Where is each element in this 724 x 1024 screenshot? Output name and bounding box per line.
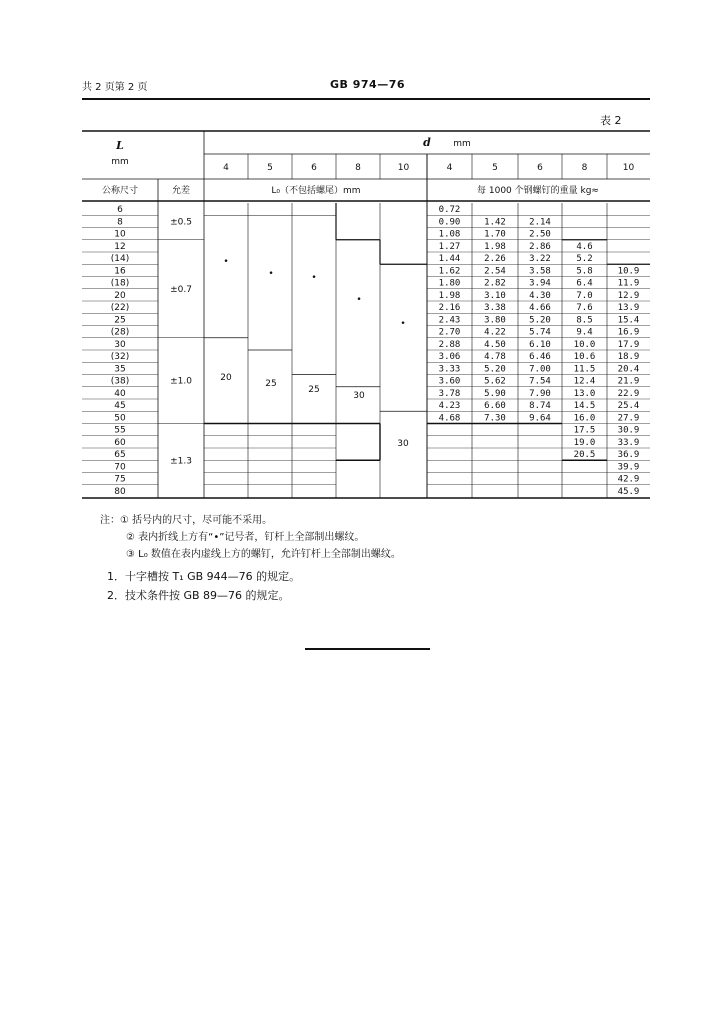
weight-20-3: 20.5 [573,450,596,460]
weight-21-4: 39.9 [617,462,640,473]
tolerance-3: ±1.3 [170,456,192,467]
weight-13-2: 7.00 [529,364,551,375]
weight-diameter-4: 4 [446,163,453,173]
notes-label: 注： [100,515,120,526]
weight-13-4: 20.4 [617,364,640,375]
weight-14-1: 5.62 [484,376,506,387]
weight-13-0: 3.33 [438,364,461,375]
weight-header: 每 1000 个钢螺钉的重量 kg≈ [477,186,599,196]
weight-12-4: 18.9 [617,352,640,362]
d-unit: mm [453,139,471,149]
weight-23-4: 45.9 [617,486,640,497]
nominal-size-22: 75 [114,474,126,485]
clause-1: 1．十字槽按 T₁ GB 944—76 的规定。 [107,570,301,583]
thread-mark-2: • [311,273,317,283]
notes [100,512,401,563]
weight-13-1: 5.20 [484,364,506,375]
weight-17-1: 7.30 [484,413,506,424]
nominal-size-19: 60 [114,437,126,448]
weight-10-1: 4.22 [484,327,506,338]
weight-11-4: 17.9 [617,339,640,350]
l0-value-0: 20 [220,373,232,383]
weight-6-4: 11.9 [617,278,640,289]
tolerance-0: ±0.5 [170,217,192,228]
l0-value-2: 25 [308,385,320,395]
weight-diameter-10: 10 [622,163,635,173]
weight-7-4: 12.9 [617,290,640,301]
weight-17-0: 4.68 [438,413,461,424]
weight-12-0: 3.06 [438,352,461,362]
weight-10-3: 9.4 [576,327,593,338]
weight-7-1: 3.10 [484,290,506,301]
l0-value-1: 25 [265,379,277,389]
weight-22-4: 42.9 [617,474,640,485]
weight-15-2: 7.90 [529,388,551,399]
weight-12-2: 6.46 [529,352,551,362]
nominal-size-14: (38) [110,376,130,387]
l0-diameter-6: 6 [311,163,317,173]
weight-11-2: 6.10 [529,339,551,350]
nominal-size-12: (32) [110,352,130,362]
weight-5-0: 1.62 [438,266,461,277]
nominal-size-20: 65 [114,450,126,460]
weight-16-3: 14.5 [573,401,596,411]
weight-diameter-5: 5 [492,163,498,173]
weight-1-2: 2.14 [529,217,551,228]
weight-5-3: 5.8 [576,266,593,277]
weight-17-3: 16.0 [573,413,596,424]
note-3: ③ L₀ 数值在表内虚线上方的螺钉，允许钉杆上全部制出螺纹。 [126,549,401,560]
weight-2-1: 1.70 [484,229,506,240]
nominal-size-21: 70 [114,462,126,473]
table-label: 表 2 [600,114,622,127]
weight-1-1: 1.42 [484,217,506,228]
end-rule [305,648,430,650]
tolerance-1: ±0.7 [170,284,192,295]
tolerance-2: ±1.0 [170,376,192,387]
weight-14-2: 7.54 [529,376,551,387]
nominal-size-13: 35 [114,364,126,375]
weight-1-0: 0.90 [438,217,461,228]
weight-19-3: 19.0 [573,437,596,448]
weight-3-0: 1.27 [438,241,461,252]
standard-code: GB 974—76 [330,78,406,91]
weight-7-0: 1.98 [438,290,461,301]
weight-8-1: 3.38 [484,303,506,313]
weight-13-3: 11.5 [573,364,596,375]
weight-8-2: 4.66 [529,303,551,313]
weight-12-1: 4.78 [484,352,506,362]
weight-14-0: 3.60 [438,376,461,387]
weight-7-3: 7.0 [576,290,593,301]
tolerance-header: 允差 [171,186,191,196]
weight-8-3: 7.6 [576,303,593,313]
nominal-size-8: (22) [110,303,130,313]
page-info: 共 2 页第 2 页 [82,82,148,93]
weight-10-2: 5.74 [529,327,551,338]
weight-2-2: 2.50 [529,229,551,240]
weight-18-3: 17.5 [573,425,596,436]
note-1: 注：① 括号内的尺寸，尽可能不采用。 [100,515,273,526]
note-2: ② 表内折线上方有“•”记号者，钉杆上全部制出螺纹。 [126,532,365,543]
weight-12-3: 10.6 [573,352,596,362]
weight-6-0: 1.80 [438,278,461,289]
nominal-size-10: (28) [110,327,130,338]
l-unit: mm [111,157,129,167]
weight-17-2: 9.64 [529,413,551,424]
weight-5-2: 3.58 [529,266,551,277]
nominal-size-23: 80 [114,486,126,497]
header-rule [82,98,650,100]
weight-4-1: 2.26 [484,254,506,264]
weight-4-3: 5.2 [576,254,593,264]
weight-5-1: 2.54 [484,266,506,277]
weight-diameter-6: 6 [537,163,543,173]
weight-7-2: 4.30 [529,290,551,301]
nominal-size-header: 公称尺寸 [101,186,139,196]
weight-10-4: 16.9 [617,327,640,338]
l0-diameter-8: 8 [355,163,361,173]
weight-6-3: 6.4 [576,278,593,289]
nominal-size-7: 20 [114,290,126,301]
nominal-size-15: 40 [114,388,126,399]
weight-4-2: 3.22 [529,254,551,264]
l0-diameter-4: 4 [223,163,229,173]
nominal-size-2: 10 [114,229,126,240]
thread-mark-4: • [400,319,406,329]
nominal-size-9: 25 [114,315,126,326]
weight-16-2: 8.74 [529,401,551,411]
weight-9-2: 5.20 [529,315,551,326]
weight-10-0: 2.70 [438,327,461,338]
weight-17-4: 27.9 [617,413,640,424]
l0-value-4: 30 [397,439,409,449]
l0-header: L₀（不包括螺尾）mm [271,186,361,196]
weight-9-3: 8.5 [576,315,593,326]
clauses [107,567,300,605]
weight-16-0: 4.23 [438,401,461,411]
thread-mark-3: • [356,295,362,305]
nominal-size-1: 8 [117,217,123,228]
weight-4-0: 1.44 [438,254,461,264]
thread-mark-0: • [223,257,229,267]
nominal-size-4: (14) [110,254,130,264]
weight-15-3: 13.0 [573,388,596,399]
nominal-size-5: 16 [114,266,126,277]
screw-weight-table [82,130,650,510]
weight-6-1: 2.82 [484,278,506,289]
l0-value-3: 30 [353,391,365,401]
weight-5-4: 10.9 [617,266,640,277]
weight-3-1: 1.98 [484,241,506,252]
weight-11-0: 2.88 [438,339,461,350]
nominal-size-11: 30 [114,339,126,350]
l0-diameter-5: 5 [267,163,273,173]
weight-15-1: 5.90 [484,388,506,399]
l-symbol: L [116,139,124,152]
weight-16-4: 25.4 [617,401,640,411]
nominal-size-0: 6 [117,205,123,215]
nominal-size-6: (18) [110,278,130,289]
weight-8-0: 2.16 [438,303,461,313]
weight-9-0: 2.43 [438,315,461,326]
weight-11-3: 10.0 [573,339,596,350]
weight-0-0: 0.72 [438,205,461,215]
weight-18-4: 30.9 [617,425,640,436]
weight-9-4: 15.4 [617,315,640,326]
weight-9-1: 3.80 [484,315,506,326]
weight-20-4: 36.9 [617,450,640,460]
thread-mark-1: • [268,269,274,279]
nominal-size-18: 55 [114,425,126,436]
weight-2-0: 1.08 [438,229,461,240]
nominal-size-17: 50 [114,413,126,424]
d-symbol: d [423,136,431,149]
weight-8-4: 13.9 [617,303,640,313]
weight-11-1: 4.50 [484,339,506,350]
weight-19-4: 33.9 [617,437,640,448]
nominal-size-3: 12 [114,241,126,252]
weight-15-4: 22.9 [617,388,640,399]
weight-diameter-8: 8 [581,163,588,173]
clause-2: 2．技术条件按 GB 89—76 的规定。 [107,589,290,602]
l0-diameter-10: 10 [397,163,410,173]
weight-15-0: 3.78 [438,388,461,399]
nominal-size-16: 45 [114,401,126,411]
weight-16-1: 6.60 [484,401,506,411]
weight-14-3: 12.4 [573,376,596,387]
weight-3-2: 2.86 [529,241,551,252]
weight-3-3: 4.6 [576,241,593,252]
weight-14-4: 21.9 [617,376,640,387]
weight-6-2: 3.94 [529,278,551,289]
